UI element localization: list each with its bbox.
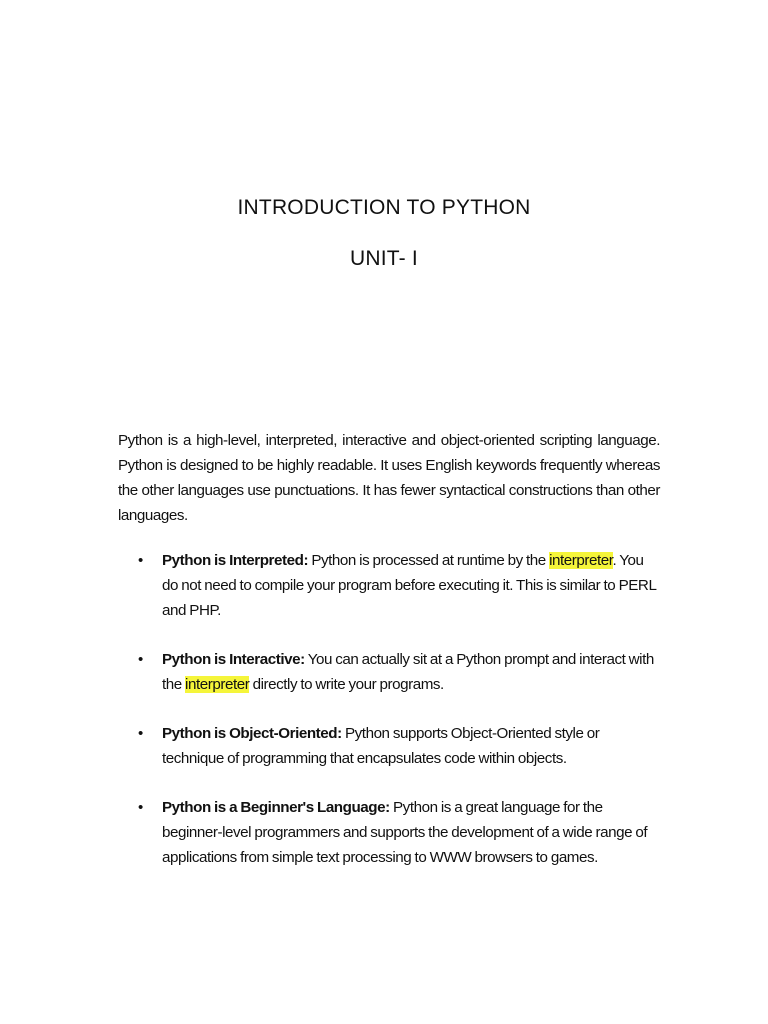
bullet-term: Python is Interactive: <box>162 651 305 668</box>
unit-heading: UNIT- I <box>350 247 418 270</box>
bullet-text: You can actually sit at a Python prompt and interact with the <box>162 651 654 693</box>
bullet-text-continued: . You do not need to compile your program before executing it. This is similar to PERL and PHP. <box>162 552 656 619</box>
bullet-icon: • <box>138 725 143 742</box>
bullet-text-continued: directly to write your programs. <box>249 676 444 693</box>
list-item <box>138 647 660 697</box>
bullet-icon: • <box>138 552 143 569</box>
bullet-text: Python is processed at runtime by the <box>308 552 550 569</box>
bullet-term: Python is a Beginner's Language: <box>162 799 390 816</box>
bullet-term: Python is Interpreted: <box>162 552 309 569</box>
bullet-icon: • <box>138 799 143 816</box>
document-title: INTRODUCTION TO PYTHON <box>237 196 531 219</box>
bullet-text: Python supports Object-Oriented style or technique of programming that encapsulates code within objects. <box>162 725 600 767</box>
list-item <box>138 795 660 870</box>
bullet-term: Python is Object-Oriented: <box>162 725 342 742</box>
list-item <box>138 548 660 623</box>
highlighted-word: interpreter <box>549 552 613 569</box>
list-item <box>138 721 660 771</box>
bullet-icon: • <box>138 651 143 668</box>
highlighted-word: interpreter <box>185 676 250 693</box>
feature-list <box>138 548 660 894</box>
intro-paragraph: Python is a high-level, interpreted, interactive and object-oriented scripting language. Python is designed to be highly readable. It uses English keywords frequently whereas the other languages use punctuations. It has fewer syntactical constructions than other languages. <box>118 432 660 524</box>
bullet-text: Python is a great language for the beginner-level programmers and supports the development of a wide range of applications from simple text processing to WWW browsers to games. <box>162 799 648 866</box>
